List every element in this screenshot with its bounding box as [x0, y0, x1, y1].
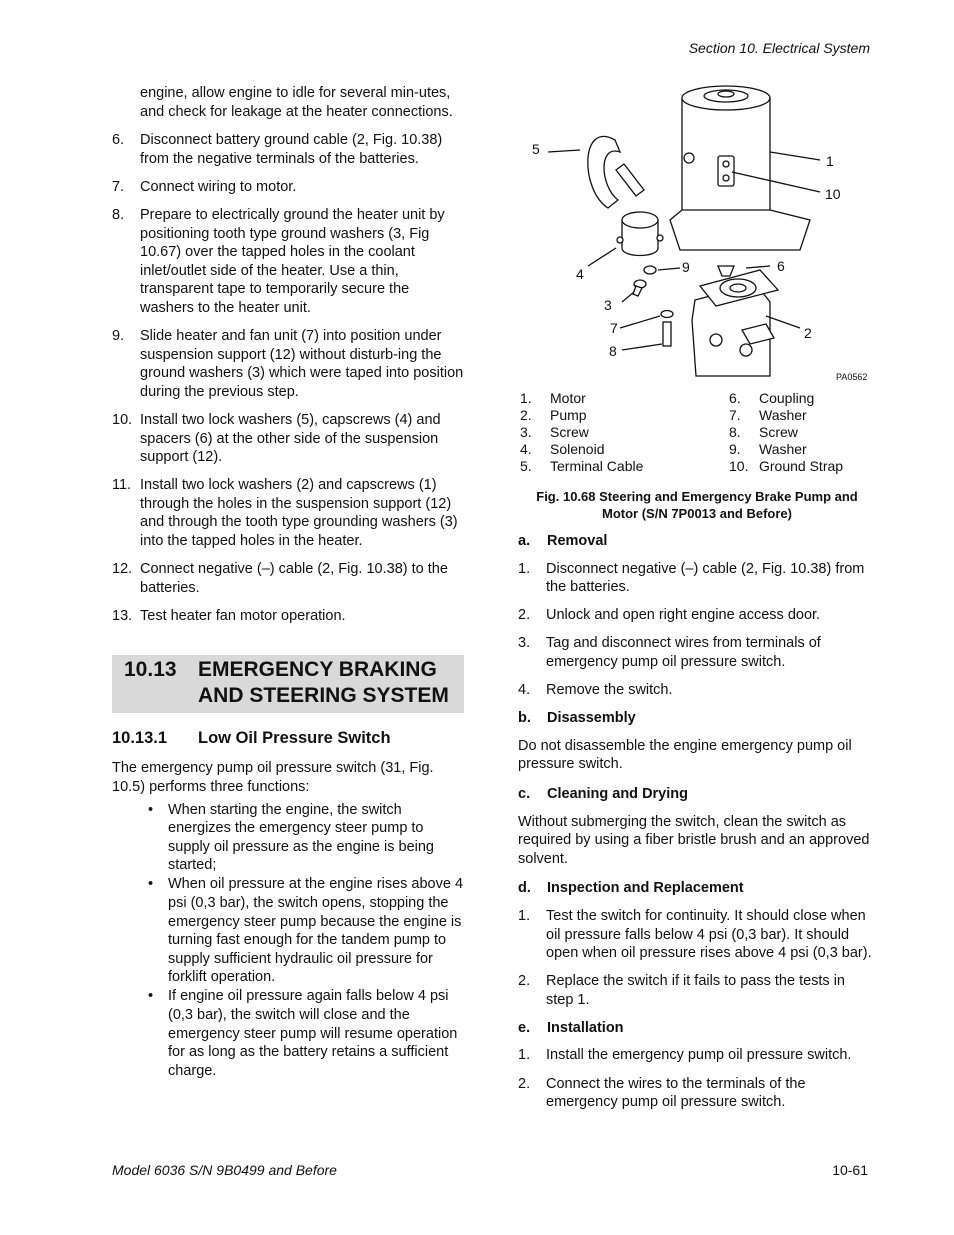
subsection-heading [112, 729, 464, 749]
figure-caption: Fig. 10.68 Steering and Emergency Brake Pump and Motor (S/N 7P0013 and Before) [536, 489, 858, 521]
legend-item: 3. Screw [520, 424, 589, 440]
list-item: 4. Remove the switch. [518, 682, 673, 699]
list-item: 2. Unlock and open right engine access door. [518, 607, 821, 624]
legend-item: 7. Washer [729, 407, 807, 423]
installation-heading: e. Installation [518, 1019, 624, 1036]
installation-steps [518, 1046, 874, 1111]
removal-steps [518, 560, 874, 700]
inspection-steps [518, 907, 874, 1009]
legend-item: 2. Pump [520, 407, 587, 423]
list-item: 6. Disconnect battery ground cable (2, Fig. 10.38) from the negative terminals of the batteries. [112, 132, 443, 167]
callout-label: 7 [610, 320, 618, 336]
callout-label: 1 [826, 153, 834, 169]
list-item: 1. Install the emergency pump oil pressure switch. [518, 1047, 852, 1064]
page-number: 10-61 [832, 1162, 868, 1178]
cleaning-text: Without submerging the switch, clean the switch as required by using a fiber bristle brush and an approved solvent. [518, 813, 870, 867]
list-item: 12. Connect negative (–) cable (2, Fig. 10.38) to the batteries. [112, 561, 448, 596]
bullet-item: • When starting the engine, the switch energizes the emergency steer pump to supply oil pressure as the engine is being started; [168, 801, 464, 875]
callout-label: 6 [777, 258, 785, 274]
figure-code: PA0562 [836, 372, 868, 380]
removal-heading: a. Removal [518, 533, 608, 549]
list-item: 8. Prepare to electrically ground the heater unit by positioning tooth type ground washers (3, Fig 10.67) over the tapped holes in the coolant inlet/outlet side of the heater. Use a thin, transparent tape to temporarily secure the washers to the heater unit. [112, 206, 445, 316]
bullet-item: • If engine oil pressure again falls below 4 psi (0,3 bar), the switch will close and the emergency steer pump will resume operation for as long as the battery retains a sufficient charge. [168, 987, 464, 1080]
legend-item: 5. Terminal Cable [520, 458, 644, 474]
heater-install-steps [112, 131, 464, 625]
subsection-number: 10.13.1 [112, 729, 168, 748]
callout-label: 9 [682, 259, 690, 275]
callout-label: 5 [532, 141, 540, 157]
section-title: EMERGENCY BRAKING AND STEERING SYSTEM [198, 658, 449, 708]
list-item: 1. Disconnect negative (–) cable (2, Fig. 10.38) from the batteries. [518, 560, 865, 596]
pump-motor-illustration [520, 80, 874, 380]
section-number: 10.13 [124, 658, 177, 682]
callout-label: 10 [825, 186, 841, 202]
legend-right-column [729, 390, 874, 475]
legend-item: 10. Ground Strap [729, 458, 844, 474]
disassembly-text: Do not disassemble the engine emergency pump oil pressure switch. [518, 737, 852, 773]
legend-item: 1. Motor [520, 390, 586, 406]
list-item: 3. Tag and disconnect wires from terminals of emergency pump oil pressure switch. [518, 635, 821, 670]
list-item: 7. Connect wiring to motor. [112, 178, 297, 195]
legend-item: 9. Washer [729, 441, 807, 457]
callout-label: 4 [576, 266, 584, 282]
list-item: 2. Replace the switch if it fails to pass the tests in step 1. [518, 973, 845, 1008]
list-item: 10. Install two lock washers (5), capscrews (4) and spacers (6) at the other side of the suspension support (12). [112, 411, 441, 466]
callout-label: 3 [604, 297, 612, 313]
footer-model: Model 6036 S/N 9B0499 and Before [112, 1162, 337, 1178]
legend-left-column [520, 390, 720, 475]
list-item: 2. Connect the wires to the terminals of the emergency pump oil pressure switch. [518, 1075, 806, 1111]
legend-item: 6. Coupling [729, 390, 815, 406]
list-item: 1. Test the switch for continuity. It should close when oil pressure falls below 4 psi (0,3 bar). It should open when oil pressure rises above 4 psi (0,3 bar). [518, 907, 872, 962]
inspection-heading: d. Inspection and Replacement [518, 880, 744, 897]
intro-paragraph: The emergency pump oil pressure switch (31, Fig. 10.5) performs three functions: [112, 760, 434, 795]
continued-paragraph: engine, allow engine to idle for several min-utes, and check for leakage at the heater connections. [140, 85, 453, 120]
list-item: 11. Install two lock washers (2) and capscrews (1) through the holes in the suspension support (12) and through the tooth type grounding washers (3) into the tapped holes in the heater. [112, 477, 458, 549]
left-column [112, 84, 464, 1081]
section-heading [112, 655, 464, 713]
right-column [518, 532, 874, 1121]
list-item: 9. Slide heater and fan unit (7) into position under suspension support (12) without disturb-ing the ground washers (3) which were taped into position during the previous step. [112, 328, 464, 400]
callout-label: 2 [804, 325, 812, 341]
bullet-item: • When oil pressure at the engine rises above 4 psi (0,3 bar), the switch opens, stopping the emergency steer pump because the engine is turning fast enough for the tandem pump to supply sufficient hydraulic oil pressure for forklift operation. [168, 875, 464, 987]
legend-item: 4. Solenoid [520, 441, 605, 457]
subsection-title: Low Oil Pressure Switch [198, 729, 391, 748]
page-header: Section 10. Electrical System [688, 40, 870, 56]
callout-label: 8 [609, 343, 617, 359]
cleaning-heading: c. Cleaning and Drying [518, 785, 688, 802]
legend-item: 8. Screw [729, 424, 798, 440]
list-item: 13. Test heater fan motor operation. [112, 607, 346, 624]
function-bullets [112, 801, 464, 1081]
disassembly-heading: b. Disassembly [518, 710, 636, 727]
